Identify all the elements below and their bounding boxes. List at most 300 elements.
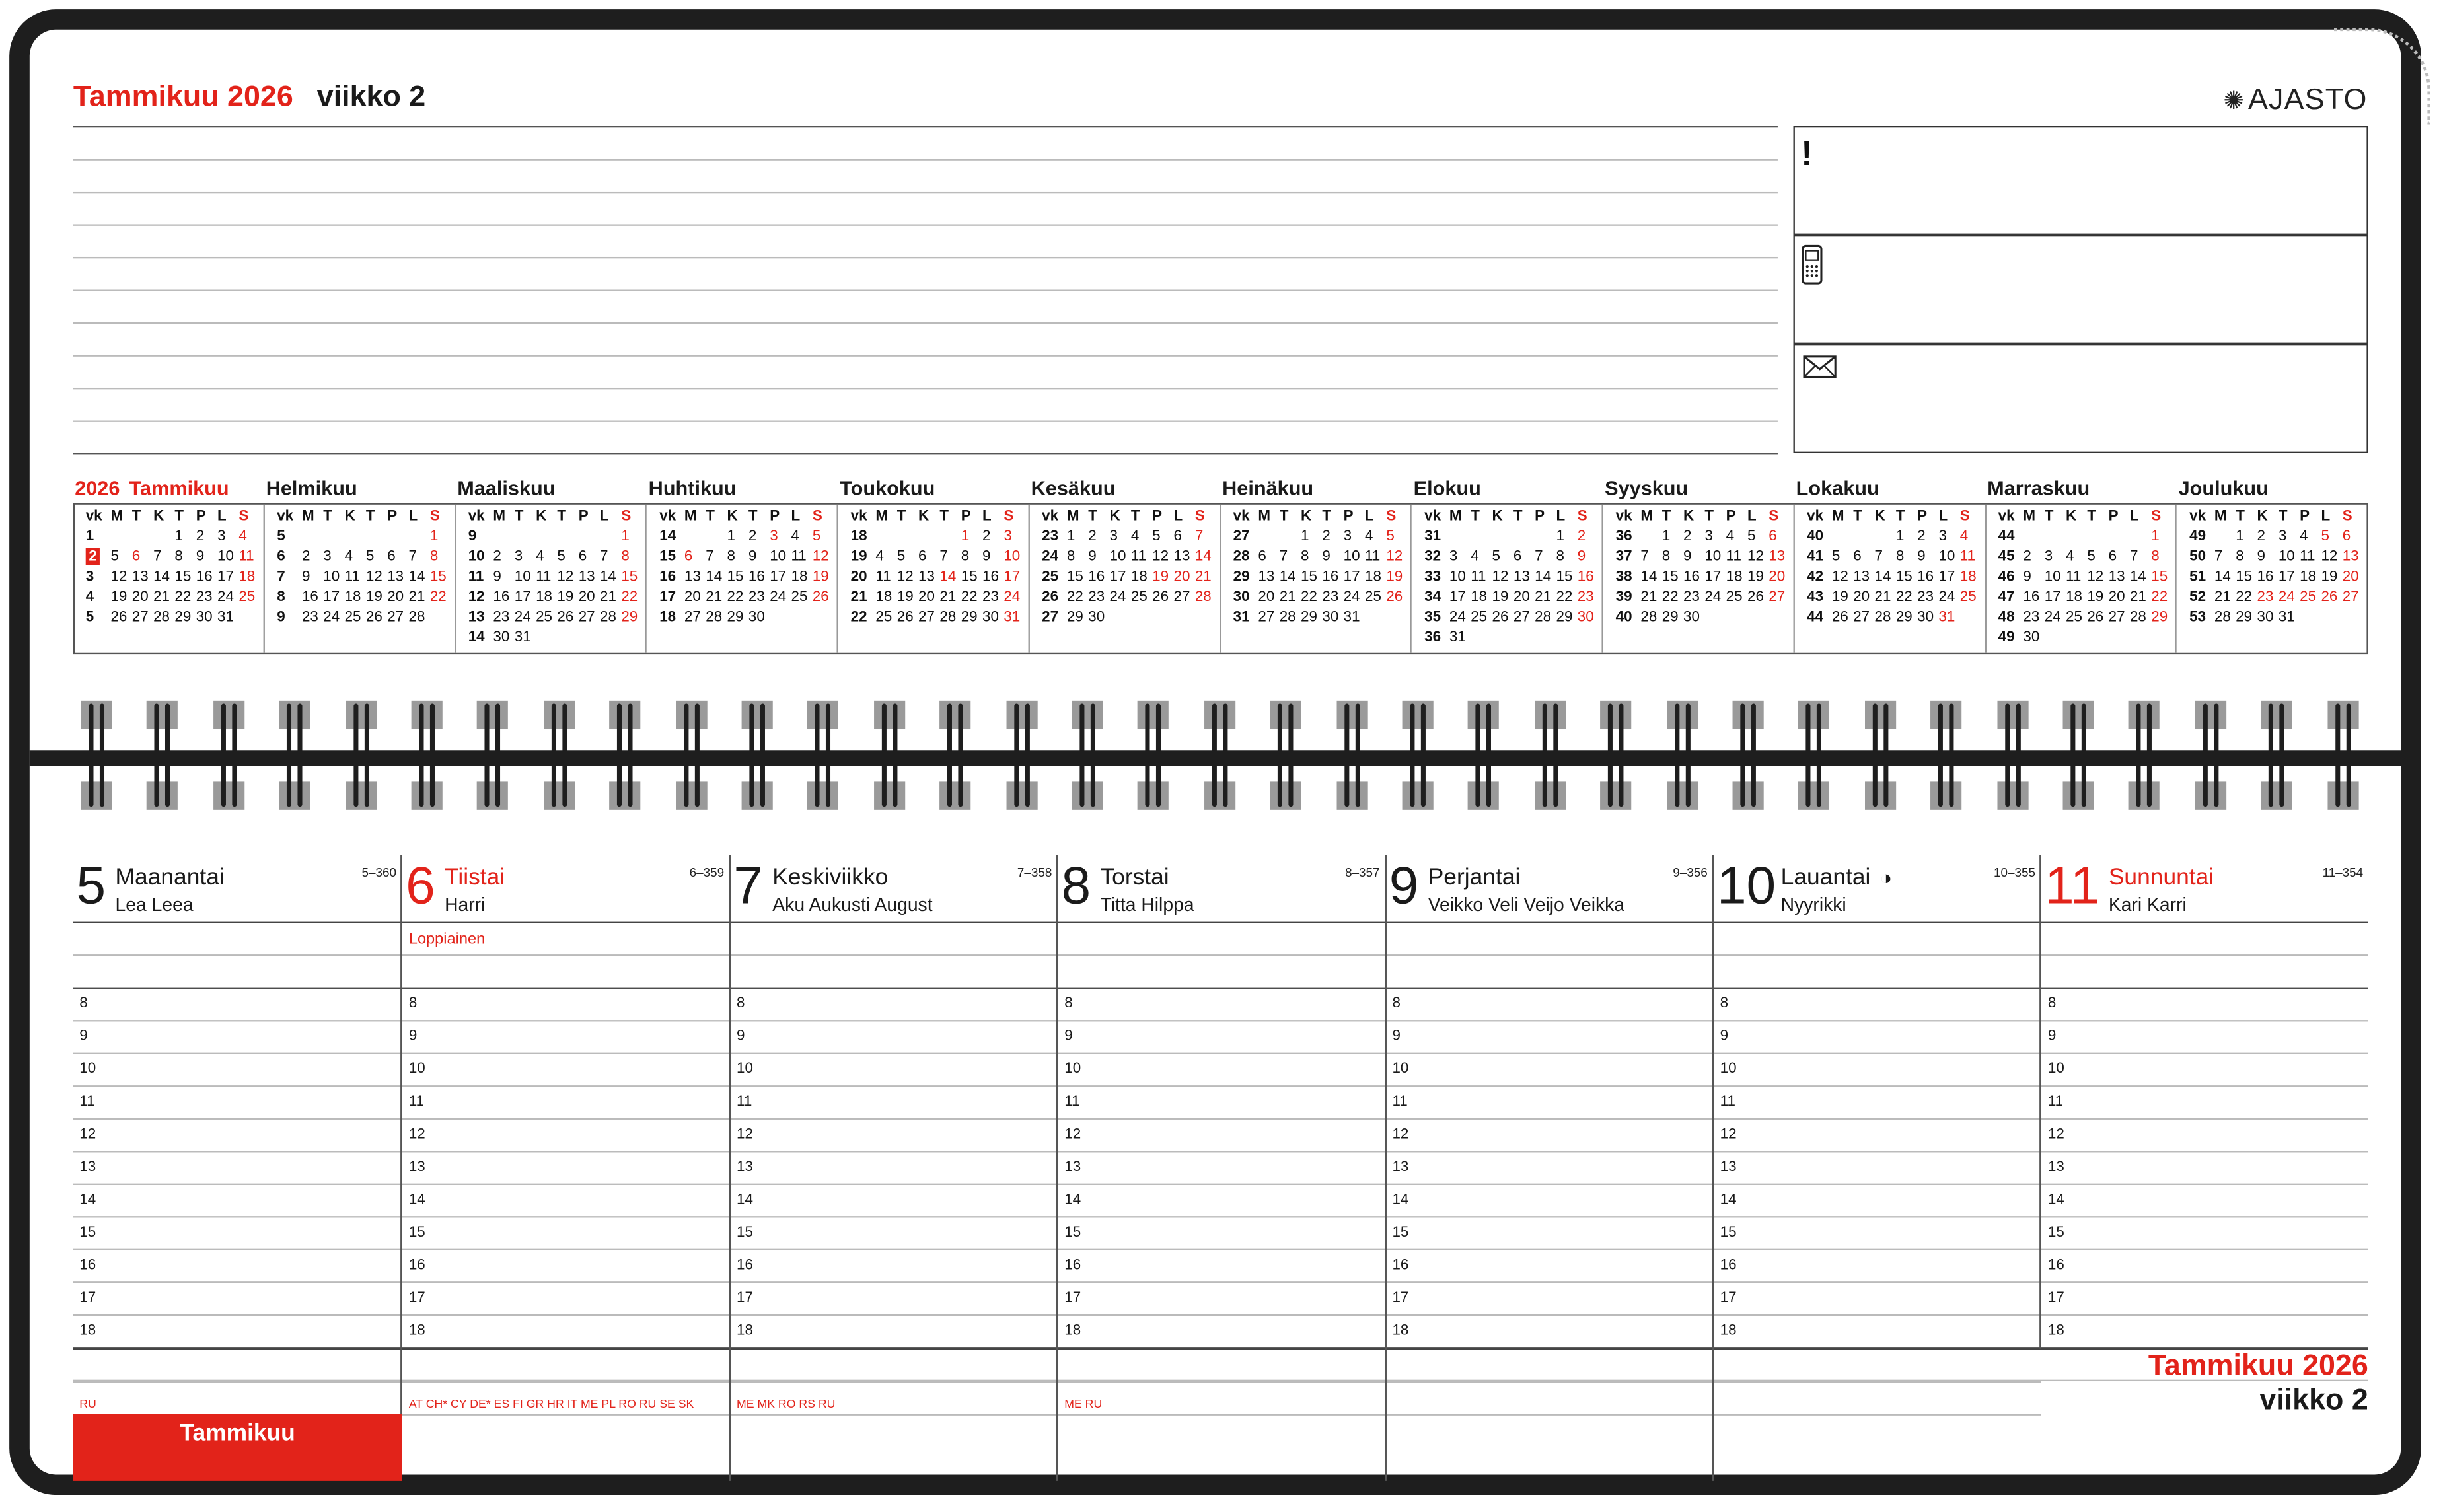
mini-cal-header-cell: L [791, 507, 801, 525]
mini-cal-day: 6 [1853, 548, 1862, 565]
mini-cal-day: 8 [277, 589, 285, 606]
mini-cal-header-cell: P [387, 507, 398, 525]
mini-cal-day: 1 [1895, 528, 1905, 546]
ring-tab [940, 781, 971, 809]
ring-tab [1270, 701, 1301, 729]
mini-cal-table [86, 506, 260, 628]
day-of-year: 9–356 [1673, 865, 1708, 880]
ring-tab [1469, 781, 1500, 809]
mini-cal-day: 7 [600, 548, 608, 565]
mini-cal-day: 13 [1768, 548, 1786, 565]
mini-cal-day: 36 [1615, 528, 1632, 546]
mini-cal-day: 13 [918, 568, 935, 586]
mini-cal-header-cell: M [684, 507, 697, 525]
day-of-year: 11–354 [2322, 865, 2364, 880]
mini-cal-header-cell: S [1386, 507, 1397, 525]
mini-cal-day: 4 [1364, 528, 1373, 546]
ring-tab [1469, 701, 1500, 729]
mini-cal-day: 44 [1807, 608, 1824, 626]
note-line[interactable] [73, 192, 1778, 193]
ring-tab [1204, 781, 1235, 809]
mini-cal-day [110, 526, 131, 547]
mini-cal-header-cell: vk [85, 507, 102, 525]
mini-cal-day: 22 [1066, 589, 1083, 606]
hour-label: 9 [408, 1027, 418, 1045]
hour-label: 14 [1392, 1191, 1409, 1209]
mini-cal-header-cell: L [217, 507, 227, 525]
mini-cal-day: 18 [850, 528, 867, 546]
mini-cal-day [536, 628, 557, 648]
mini-cal-day: 5 [812, 528, 821, 546]
mini-cal-day: 1 [1661, 528, 1671, 546]
mini-cal-day: 16 [982, 568, 999, 586]
mini-cal-day: 16 [1322, 568, 1339, 586]
mini-cal-day: 27 [1853, 608, 1870, 626]
mini-cal-day: 25 [2066, 608, 2082, 626]
mini-cal-header-cell: K [1683, 507, 1695, 525]
mini-cal-day: 5 [110, 548, 119, 565]
mini-cal-day [2300, 607, 2321, 628]
hour-label: 12 [408, 1126, 425, 1143]
mini-cal-5 [1029, 505, 1220, 653]
ring-tab [2129, 701, 2160, 729]
ring-tab [1204, 701, 1235, 729]
mini-cal-day: 31 [1003, 608, 1021, 626]
mini-cal-header-cell: K [1109, 507, 1120, 525]
mini-cal-day: 31 [1233, 608, 1250, 626]
mini-cal-day: 21 [706, 589, 723, 606]
mini-cal-day: 12 [110, 568, 128, 586]
mini-cal-header-cell: M [1258, 507, 1271, 525]
priority-box[interactable] [1794, 126, 2368, 235]
mini-cal-day [1131, 607, 1152, 628]
day-column-perjantai[interactable] [1385, 855, 1712, 1481]
mini-cal-header-cell: L [2321, 507, 2331, 525]
mini-cal-day: 27 [918, 608, 935, 626]
mini-cal-header-cell: T [2044, 507, 2054, 525]
mini-cal-header-cell: K [536, 507, 547, 525]
mini-cal-header-cell: M [1831, 507, 1844, 525]
note-line-bottom [73, 453, 1778, 454]
mini-cal-day [2045, 526, 2066, 547]
mini-cal-day: 12 [1152, 548, 1169, 565]
mini-cal-day: 8 [1661, 548, 1671, 565]
hour-label: 8 [1392, 995, 1401, 1013]
mini-cal-day [1726, 607, 1747, 628]
mini-cal-title [1605, 476, 1688, 499]
mini-cal-day [706, 526, 727, 547]
mini-cal-week-row [1616, 607, 1790, 628]
mini-cal-header-cell: T [2236, 507, 2245, 525]
mini-cal-day: 19 [110, 589, 128, 606]
mini-cal-day: 1 [1066, 528, 1076, 546]
mini-cal-day: 2 [196, 528, 205, 546]
mini-cal-week-row [86, 607, 260, 628]
mini-cal-day: 10 [770, 548, 787, 565]
mini-cal-week-row [2189, 587, 2364, 608]
ring-tab [346, 781, 377, 809]
ring-tab [1138, 701, 1169, 729]
note-line[interactable] [73, 126, 1778, 127]
mini-cal-header-row [1807, 506, 1981, 526]
mini-cal-header-cell: vk [659, 507, 676, 525]
name-day-names: Veikko Veli Veijo Veikka [1428, 894, 1625, 916]
mini-cal-header-cell: M [2023, 507, 2036, 525]
mini-cal-day: 9 [2257, 548, 2266, 565]
mini-cal-day: 8 [621, 548, 630, 565]
mini-cal-week-row [1807, 546, 1981, 567]
hour-label: 18 [1064, 1322, 1081, 1340]
mini-cal-week-row [86, 587, 260, 608]
mini-cal-day: 3 [2044, 548, 2053, 565]
mini-cal-day: 19 [365, 589, 383, 606]
mini-cal-day: 2 [1322, 528, 1331, 546]
day-column-maanantai[interactable] [73, 855, 401, 1481]
mini-cal-day: 26 [110, 608, 128, 626]
mini-cal-day: 9 [1683, 548, 1692, 565]
mini-cal-day: 10 [1704, 548, 1722, 565]
mini-cal-header-cell: T [1088, 507, 1097, 525]
mini-cal-day [1960, 607, 1982, 628]
mini-cal-9 [1794, 505, 1985, 653]
mini-cal-day: 15 [1301, 568, 1317, 586]
mini-cal-day: 15 [1661, 568, 1679, 586]
week-title [73, 81, 425, 116]
mini-cal-day: 7 [939, 548, 948, 565]
day-column-tiistai[interactable] [401, 855, 729, 1481]
mini-cal-day: 22 [961, 589, 978, 606]
mini-cal-week-row [1616, 587, 1790, 608]
mini-cal-day: 20 [1768, 568, 1786, 586]
mini-cal-month-name: Lokakuu [1796, 476, 1879, 500]
hour-label: 10 [408, 1060, 425, 1078]
mini-cal-day: 21 [2129, 589, 2146, 606]
mini-cal-10 [1986, 505, 2177, 653]
day-of-year: 6–359 [689, 865, 725, 880]
mini-cal-table [851, 506, 1025, 628]
mini-cal-day: 28 [153, 608, 170, 626]
mini-cal-day: 24 [1343, 589, 1360, 606]
mini-cal-day [557, 628, 578, 648]
mini-cal-day: 32 [1424, 548, 1441, 565]
mini-cal-week-row [1424, 607, 1599, 628]
hour-label: 13 [2047, 1158, 2064, 1176]
mini-cal-day: 9 [196, 548, 205, 565]
hour-label: 12 [737, 1126, 753, 1143]
mini-cal-day: 10 [1343, 548, 1360, 565]
mini-cal-day: 15 [659, 548, 676, 565]
hour-label: 15 [1064, 1223, 1081, 1241]
mini-cal-day [1110, 607, 1131, 628]
mini-cal-day: 3 [1449, 548, 1458, 565]
note-line[interactable] [73, 420, 1778, 421]
ring-tab [742, 701, 773, 729]
mini-cal-day: 5 [85, 608, 94, 626]
mini-cal-day [387, 526, 408, 547]
ring-tab [1601, 701, 1632, 729]
mini-cal-header-cell: T [1130, 507, 1140, 525]
mini-cal-week-row [1042, 607, 1216, 628]
mini-cal-day: 24 [217, 589, 234, 606]
ring-tab [1403, 781, 1434, 809]
hour-label: 15 [737, 1223, 753, 1241]
mini-cal-header-cell: S [621, 507, 632, 525]
mini-cal-day: 22 [174, 589, 192, 606]
mini-cal-header-cell: P [961, 507, 971, 525]
note-line[interactable] [73, 388, 1778, 389]
mini-cal-header-cell: T [1279, 507, 1289, 525]
mini-cal-header-cell: M [493, 507, 506, 525]
mini-cal-header-cell: T [323, 507, 332, 525]
ring-tab [544, 781, 575, 809]
mini-cal-day: 27 [1233, 528, 1250, 546]
mini-cal-day: 10 [1109, 548, 1126, 565]
hour-label: 11 [1392, 1093, 1408, 1110]
mini-cal-day: 1 [174, 528, 183, 546]
ring-tab [2063, 781, 2094, 809]
mini-cal-day: 4 [1959, 528, 1969, 546]
mini-cal-day: 12 [2087, 568, 2104, 586]
hour-label: 8 [2047, 995, 2057, 1013]
mini-cal-day: 50 [2189, 548, 2206, 565]
day-name [116, 864, 225, 890]
mini-cal-title [649, 476, 737, 499]
note-line[interactable] [73, 159, 1778, 160]
mini-cal-header-cell: vk [2189, 507, 2206, 525]
hour-label: 10 [1392, 1060, 1409, 1078]
mini-cal-title [457, 476, 555, 499]
mini-cal-month-name: Heinäkuu [1222, 476, 1314, 500]
mini-cal-day: 29 [961, 608, 978, 626]
mini-cal-week-row [1616, 567, 1790, 587]
mini-cal-day: 30 [1683, 608, 1700, 626]
mini-cal-day: 25 [1364, 589, 1381, 606]
hour-label: 9 [1720, 1027, 1729, 1045]
mini-cal-day: 22 [429, 589, 447, 606]
mini-cal-week-row [1042, 546, 1216, 567]
mini-cal-header-cell: T [1661, 507, 1671, 525]
mini-cal-header-cell: K [1492, 507, 1503, 525]
mini-cal-day: 6 [1768, 528, 1777, 546]
mini-cal-day: 11 [791, 548, 807, 565]
mini-cal-day: 10 [514, 568, 531, 586]
mini-cal-table [1807, 506, 1981, 628]
note-line[interactable] [73, 224, 1778, 225]
mini-cal-week-row [1233, 546, 1408, 567]
holiday-countries: ME MK RO RS RU [737, 1396, 836, 1411]
mini-cal-header-cell: T [1853, 507, 1862, 525]
mini-cal-day: 31 [514, 629, 531, 647]
hour-label: 14 [2047, 1191, 2064, 1209]
mini-cal-day: 21 [1640, 589, 1658, 606]
mini-cal-day: 30 [1233, 589, 1250, 606]
name-day-names: Titta Hilppa [1100, 894, 1194, 916]
note-line[interactable] [73, 289, 1778, 291]
mini-cal-day: 26 [1747, 589, 1764, 606]
ring-tab [478, 781, 509, 809]
ring-tab [1072, 701, 1103, 729]
mini-cal-day: 18 [1471, 589, 1488, 606]
note-line[interactable] [73, 355, 1778, 356]
mini-cal-header-cell: M [875, 507, 889, 525]
mini-cal-header-row [1042, 506, 1216, 526]
mini-cal-day: 30 [1917, 608, 1934, 626]
mini-cal-day: 5 [896, 548, 906, 565]
mini-cal-day: 29 [1301, 608, 1317, 626]
mini-cal-day: 1 [2236, 528, 2244, 546]
phone-box[interactable] [1794, 235, 2368, 344]
mini-cal-day: 28 [939, 608, 957, 626]
mini-cal-day: 12 [2321, 548, 2338, 565]
mini-cal-day: 7 [1874, 548, 1883, 565]
mini-cal-month-name: Helmikuu [266, 476, 357, 500]
ring-tab [610, 701, 641, 729]
mini-cal-day: 11 [344, 568, 360, 586]
name-day-names: Nyyrikki [1780, 894, 1846, 916]
day-number: 5 [76, 856, 106, 916]
hour-label: 13 [1064, 1158, 1081, 1176]
mini-cal-day [813, 607, 834, 628]
hour-label: 16 [737, 1256, 753, 1274]
mini-cal-day [430, 607, 452, 628]
mini-cal-day: 4 [2066, 548, 2074, 565]
mini-cal-day [2321, 607, 2342, 628]
mini-cal-day: 31 [217, 608, 234, 626]
mini-cal-table [1998, 506, 2173, 648]
mini-cal-day: 20 [2108, 589, 2125, 606]
day-column-sunnuntai[interactable] [2040, 855, 2368, 1348]
mini-cal-3 [647, 505, 838, 653]
ring-tab [1535, 781, 1566, 809]
mini-cal-day: 21 [850, 589, 867, 606]
mini-cal-header-cell: T [365, 507, 375, 525]
mini-cal-day: 5 [2087, 548, 2096, 565]
mini-cal-day [2109, 526, 2130, 547]
mini-cal-day: 25 [791, 589, 808, 606]
mini-cal-day: 52 [2189, 589, 2206, 606]
ring-tab [544, 701, 575, 729]
envelope-icon [1803, 355, 1837, 378]
day-column-torstai[interactable] [1056, 855, 1384, 1481]
mini-cal-day: 24 [1449, 608, 1466, 626]
mini-cal-day: 9 [1322, 548, 1331, 565]
mini-cal-4 [838, 505, 1029, 653]
mini-cal-day: 21 [2214, 589, 2231, 606]
mini-cal-day: 18 [1726, 568, 1743, 586]
note-line[interactable] [73, 322, 1778, 324]
mini-cal-day [1853, 526, 1874, 547]
mini-cal-day [1492, 526, 1513, 547]
mini-cal-day: 14 [2214, 568, 2231, 586]
mini-cal-day [132, 526, 153, 547]
mini-cal-day: 25 [1471, 608, 1488, 626]
mini-cal-header-cell: M [1449, 507, 1462, 525]
name-day-names: Kari Karri [2108, 894, 2187, 916]
ring-tab [940, 701, 971, 729]
mini-cal-header-cell: P [1726, 507, 1736, 525]
mini-cal-day: 2 [982, 528, 991, 546]
hour-label: 17 [408, 1289, 425, 1307]
mini-cal-day: 13 [2108, 568, 2125, 586]
mini-cal-11 [2177, 505, 2368, 653]
ring-tab [1799, 701, 1830, 729]
note-line[interactable] [73, 257, 1778, 258]
mini-cal-week-row [468, 526, 643, 547]
mini-cal-header-cell: T [1895, 507, 1905, 525]
mini-cal-day [1556, 628, 1577, 648]
hour-label: 14 [737, 1191, 753, 1209]
exclamation-icon: ! [1801, 133, 1813, 173]
hour-label: 8 [408, 995, 418, 1013]
mini-cal-day: 9 [1088, 548, 1097, 565]
mini-cal-day: 6 [578, 548, 587, 565]
mini-cal-day: 23 [196, 589, 213, 606]
ring-tab [1667, 701, 1698, 729]
mini-cal-day: 11 [1726, 548, 1741, 565]
mini-cal-day [1704, 607, 1726, 628]
mini-cal-day: 24 [2278, 589, 2295, 606]
month-tab[interactable] [73, 1414, 402, 1481]
mini-cal-day: 10 [2044, 568, 2061, 586]
ring-tab [147, 701, 178, 729]
mini-cal-day: 13 [2342, 548, 2359, 565]
ring-tab [1931, 701, 1962, 729]
day-column-lauantai[interactable] [1712, 855, 2040, 1481]
mini-cal-week-row [1998, 526, 2173, 547]
mini-cal-day: 6 [387, 548, 396, 565]
binding-bar [30, 750, 2413, 766]
ring-tab [1138, 781, 1169, 809]
mini-cal-day: 16 [1577, 568, 1594, 586]
mini-cal-day [791, 607, 813, 628]
mini-cal-day: 25 [875, 608, 893, 626]
mini-cal-header-cell: T [748, 507, 758, 525]
mini-cal-day: 27 [1768, 589, 1786, 606]
mini-cal-day: 8 [1895, 548, 1905, 565]
mini-cal-day: 1 [2151, 528, 2160, 546]
mini-cal-week-row [1998, 587, 2173, 608]
mini-cal-day: 21 [153, 589, 170, 606]
mini-cal-day: 14 [706, 568, 723, 586]
holiday-countries: ME RU [1064, 1396, 1103, 1411]
ring-tab [2261, 781, 2292, 809]
mini-cal-day [770, 607, 791, 628]
mini-cal-day: 9 [468, 528, 477, 546]
mini-cal-day [2214, 526, 2236, 547]
mail-box[interactable] [1794, 344, 2368, 453]
mini-cal-day: 1 [961, 528, 970, 546]
mini-cal-day: 3 [323, 548, 332, 565]
mini-cal-day: 19 [1386, 568, 1403, 586]
mini-cal-day: 18 [791, 568, 808, 586]
logo-text: AJASTO [2247, 84, 2368, 117]
mini-cal-header-cell: T [896, 507, 906, 525]
mini-cal-day: 21 [939, 589, 957, 606]
mini-cal-day: 14 [1279, 568, 1296, 586]
mini-cal-week-row [1042, 526, 1216, 547]
ring-tab [213, 701, 244, 729]
mini-cal-month-name: Kesäkuu [1031, 476, 1116, 500]
mini-cal-day: 7 [153, 548, 162, 565]
day-number: 11 [2045, 856, 2100, 916]
mini-cal-day: 23 [1683, 589, 1700, 606]
ring-tab [676, 701, 707, 729]
day-column-keskiviikko[interactable] [729, 855, 1056, 1481]
mini-cal-day: 16 [1683, 568, 1700, 586]
mini-cal-header-cell: K [727, 507, 738, 525]
mini-cal-day: 28 [2214, 608, 2231, 626]
mini-cal-header-row [1424, 506, 1599, 526]
